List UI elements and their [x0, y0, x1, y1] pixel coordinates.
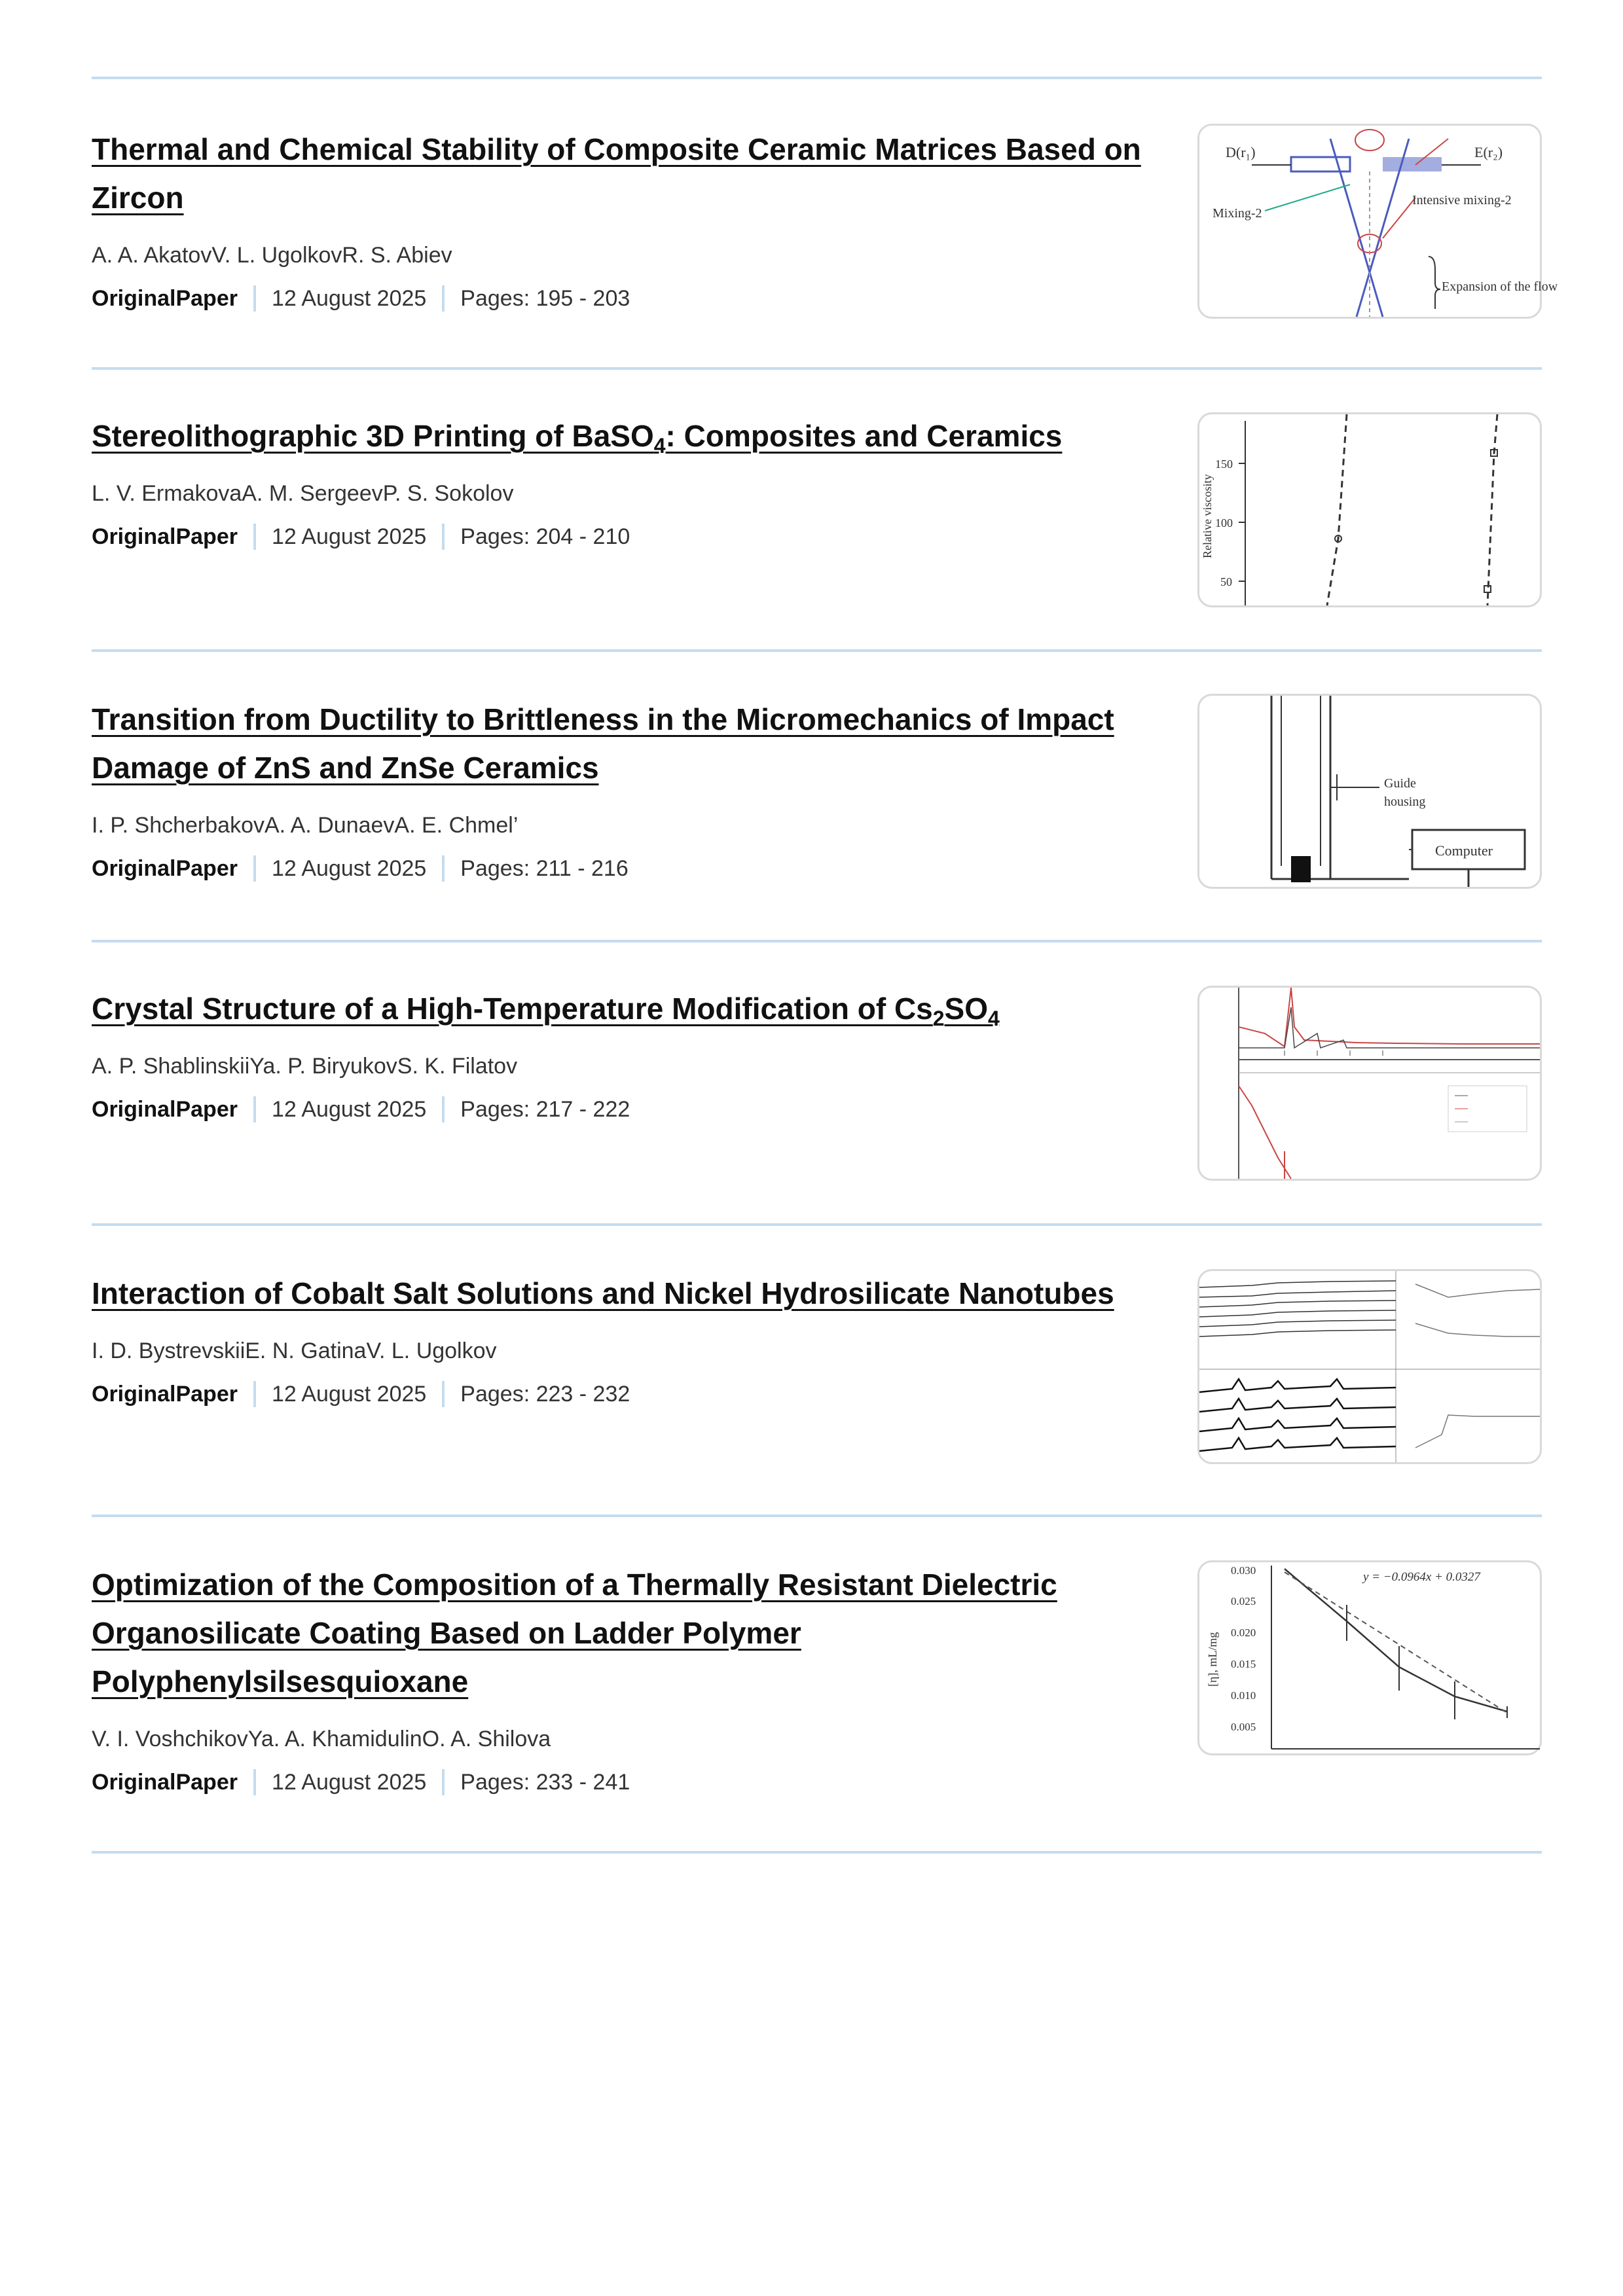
- tick-label: 50: [1220, 575, 1232, 588]
- article-date: 12 August 2025: [271, 286, 427, 311]
- article-pages: Pages: 233 - 241: [460, 1770, 630, 1795]
- article-title-link[interactable]: Interaction of Cobalt Salt Solutions and Nickel Hydrosilicate Nanotubes: [92, 1276, 1114, 1310]
- figure-label: Mixing-2: [1213, 206, 1262, 221]
- article-authors: A. A. AkatovV. L. UgolkovR. S. Abiev: [92, 243, 452, 268]
- article-authors: V. I. VoshchikovYa. A. KhamidulinO. A. Shilova: [92, 1727, 551, 1751]
- article-date: 12 August 2025: [271, 1097, 427, 1122]
- tick-label: 0.030: [1231, 1564, 1256, 1577]
- article-authors: I. P. ShcherbakovA. A. DunaevA. E. Chmel’: [92, 813, 519, 838]
- article-type: OriginalPaper: [92, 1770, 238, 1795]
- article-thumbnail[interactable]: [1197, 986, 1542, 1181]
- article-type: OriginalPaper: [92, 1382, 238, 1407]
- article-meta: [92, 1766, 1542, 1799]
- figure-equation: y = −0.0964x + 0.0327: [1363, 1570, 1480, 1584]
- article-date: 12 August 2025: [271, 856, 427, 881]
- article-title-link[interactable]: Thermal and Chemical Stability of Composite Ceramic Matrices Based on Zircon: [92, 132, 1141, 215]
- tick-label: 150: [1215, 457, 1233, 471]
- article-type: OriginalPaper: [92, 856, 238, 881]
- meta-separator: [442, 1769, 445, 1795]
- figure-flow-diagram: [1199, 126, 1558, 317]
- meta-separator: [253, 855, 256, 882]
- article-item: [92, 1226, 1542, 1515]
- tick-label: 0.020: [1231, 1626, 1256, 1639]
- article-item: [92, 652, 1542, 940]
- article-pages: Pages: 223 - 232: [460, 1382, 630, 1407]
- tick-label: 0.025: [1231, 1595, 1256, 1607]
- figure-label: housing: [1384, 795, 1426, 809]
- article-authors: I. D. BystrevskiiE. N. GatinaV. L. Ugolkov: [92, 1338, 497, 1363]
- article-list: [92, 77, 1558, 1854]
- figure-diffraction-pattern: [1199, 988, 1540, 1179]
- article-title: [92, 125, 1165, 222]
- figure-label: E(r₂): [1474, 144, 1503, 160]
- article-thumbnail[interactable]: [1197, 1269, 1542, 1464]
- meta-separator: [442, 855, 445, 882]
- article-pages: Pages: 217 - 222: [460, 1097, 630, 1122]
- article-type: OriginalPaper: [92, 1097, 238, 1122]
- axis-label: Relative viscosity: [1201, 474, 1214, 558]
- tick-label: 100: [1215, 516, 1233, 529]
- article-thumbnail[interactable]: [1197, 412, 1542, 607]
- article-item: [92, 79, 1558, 367]
- article-date: 12 August 2025: [271, 524, 427, 549]
- meta-separator: [442, 1096, 445, 1122]
- article-item: [92, 942, 1542, 1223]
- figure-viscosity-fit: [1199, 1562, 1540, 1753]
- article-pages: Pages: 195 - 203: [460, 286, 630, 311]
- article-thumbnail[interactable]: [1197, 124, 1558, 319]
- article-title-link[interactable]: Transition from Ductility to Brittleness in the Micromechanics of Impact Damage of ZnS and ZnSe Ceramics: [92, 702, 1114, 785]
- article-item: [92, 370, 1542, 649]
- article-title-link[interactable]: Optimization of the Composition of a Thermally Resistant Dielectric Organosilicate Coating Based on Ladder Polymer Polyphenylsilsesquioxane: [92, 1568, 1057, 1698]
- article-title: [92, 1269, 1165, 1318]
- meta-separator: [253, 1769, 256, 1795]
- figure-label: Computer: [1435, 842, 1493, 859]
- tick-label: 0.010: [1231, 1689, 1256, 1702]
- article-date: 12 August 2025: [271, 1770, 427, 1795]
- article-title: [92, 695, 1165, 792]
- figure-viscosity-plot: [1199, 414, 1540, 605]
- tick-label: 0.005: [1231, 1721, 1256, 1733]
- article-pages: Pages: 211 - 216: [460, 856, 629, 881]
- article-date: 12 August 2025: [271, 1382, 427, 1407]
- figure-apparatus-diagram: [1199, 696, 1540, 887]
- meta-separator: [253, 1381, 256, 1407]
- figure-spectra-panels: [1199, 1271, 1540, 1462]
- meta-separator: [253, 524, 256, 550]
- article-item: [92, 1517, 1542, 1851]
- axis-label: [η], mL/mg: [1206, 1632, 1219, 1687]
- article-pages: Pages: 204 - 210: [460, 524, 630, 549]
- tick-label: 0.015: [1231, 1658, 1256, 1670]
- article-title: [92, 1560, 1165, 1706]
- article-authors: L. V. ErmakovaA. M. SergeevP. S. Sokolov: [92, 481, 514, 506]
- article-type: OriginalPaper: [92, 524, 238, 549]
- article-title-link[interactable]: Crystal Structure of a High-Temperature Modification of $Cs_2SO_4$: [92, 992, 1000, 1030]
- figure-label: Intensive mixing-2: [1412, 193, 1512, 207]
- divider: [92, 1851, 1542, 1854]
- article-title: [92, 412, 1165, 460]
- meta-separator: [253, 285, 256, 312]
- article-type: OriginalPaper: [92, 286, 238, 311]
- article-thumbnail[interactable]: [1197, 1560, 1542, 1755]
- meta-separator: [442, 1381, 445, 1407]
- meta-separator: [442, 285, 445, 312]
- figure-label: D(r₁): [1226, 144, 1256, 160]
- article-authors: A. P. ShablinskiiYa. P. BiryukovS. K. Filatov: [92, 1054, 518, 1079]
- figure-label: Guide: [1384, 776, 1416, 791]
- figure-label: Expansion of the flow: [1442, 279, 1558, 294]
- meta-separator: [253, 1096, 256, 1122]
- article-thumbnail[interactable]: [1197, 694, 1542, 889]
- article-title: [92, 984, 1165, 1033]
- meta-separator: [442, 524, 445, 550]
- article-title-link[interactable]: Stereolithographic 3D Printing of BaSO$_4$: Composites and Ceramics: [92, 419, 1063, 457]
